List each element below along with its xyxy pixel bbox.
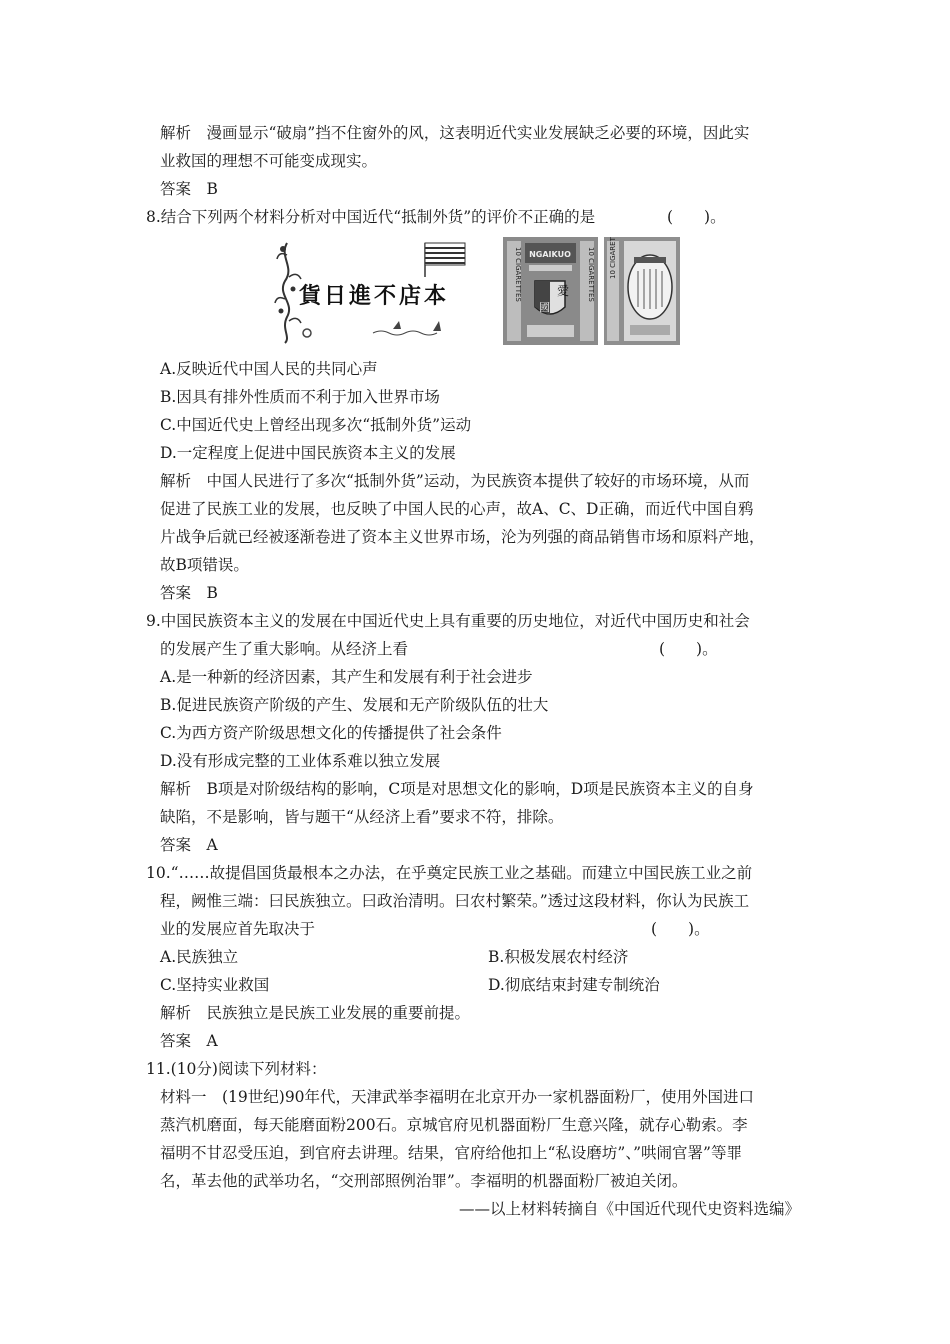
q8-analysis-line3: 片战争后就已经被逐渐卷进了资本主义世界市场，沦为列强的商品销售市场和原料产地， — [160, 528, 765, 546]
q8-answer: 答案 B — [160, 584, 218, 602]
q9-analysis-line1: 解析 B项是对阶级结构的影响，C项是对思想文化的影响，D项是民族资本主义的自身 — [160, 780, 754, 798]
q8-option-d: D.一定程度上促进中国民族资本主义的发展 — [160, 444, 456, 462]
q10-option-c: C.坚持实业救国 — [160, 976, 270, 994]
cigarette-pack-front-image — [503, 237, 598, 345]
slogan-text: 貨日進不店本 — [299, 283, 450, 309]
q10-stem-line2: 程，阙惟三端：曰民族独立。曰政治清明。曰农村繁荣。”透过这段材料，你认为民族工 — [160, 892, 750, 910]
q9-option-d: D.没有形成完整的工业体系难以独立发展 — [160, 752, 441, 770]
q8-analysis-line1: 解析 中国人民进行了多次“抵制外货”运动，为民族资本提供了较好的市场环境，从而 — [160, 472, 750, 490]
svg-text:10 CIGARETTES: 10 CIGARETTES — [587, 247, 595, 302]
q10-analysis: 解析 民族独立是民族工业发展的重要前提。 — [160, 1004, 471, 1022]
q8-option-c: C.中国近代史上曾经出现多次“抵制外货”运动 — [160, 416, 472, 434]
q10-option-d: D.彻底结束封建专制统治 — [488, 976, 660, 994]
q7-answer: 答案 B — [160, 180, 218, 198]
q8-stem: 8.结合下列两个材料分析对中国近代“抵制外货”的评价不正确的是 — [146, 208, 596, 226]
q9-option-c: C.为西方资产阶级思想文化的传播提供了社会条件 — [160, 724, 502, 742]
q9-option-a: A.是一种新的经济因素，其产生和发展有利于社会进步 — [160, 668, 533, 686]
q11-material-line4: 名，革去他的武举功名，“交刑部照例治罪”。李福明的机器面粉厂被迫关闭。 — [160, 1172, 688, 1190]
q10-blank: ( )。 — [651, 920, 710, 938]
cigarette-pack-back-image — [604, 237, 680, 345]
q10-option-a: A.民族独立 — [160, 948, 239, 966]
q9-stem-line2: 的发展产生了重大影响。从经济上看 — [160, 640, 409, 658]
q8-blank: ( )。 — [667, 208, 726, 226]
q11-material-line2: 蒸汽机磨面，每天能磨面粉200石。京城官府见机器面粉厂生意兴隆，就存心勒索。李 — [160, 1116, 748, 1134]
q8-analysis-line2: 促进了民族工业的发展，也反映了中国人民的心声，故A、C、D正确，而近代中国自鸦 — [160, 500, 754, 518]
q7-analysis-line2: 业救国的理想不可能变成现实。 — [160, 152, 378, 170]
svg-text:愛: 愛 — [557, 284, 570, 298]
q7-analysis-line1: 解析 漫画显示“破扇”挡不住窗外的风，这表明近代实业发展缺乏必要的环境，因此实 — [160, 124, 750, 142]
q9-analysis-line2: 缺陷，不是影响，皆与题干“从经济上看”要求不符，排除。 — [160, 808, 564, 826]
q11-material-line3: 福明不甘忍受压迫，到官府去讲理。结果，官府给他扣上“私设磨坊”、”哄闹官署”等罪 — [160, 1144, 742, 1162]
q11-stem: 11.(10分)阅读下列材料： — [146, 1060, 327, 1078]
svg-text:10 CIGARETTES: 10 CIGARETTES — [514, 247, 522, 302]
q10-stem-line3: 业的发展应首先取决于 — [160, 920, 316, 938]
q8-option-b: B.因具有排外性质而不利于加入世界市场 — [160, 388, 440, 406]
q9-answer: 答案 A — [160, 836, 218, 854]
svg-text:國: 國 — [539, 301, 550, 314]
q11-material-line1: 材料一 (19世纪)90年代，天津武举李福明在北京开办一家机器面粉厂，使用外国进口 — [160, 1088, 755, 1106]
q10-stem-line1: 10.“……故提倡国货最根本之办法，在乎奠定民族工业之基础。而建立中国民族工业之前 — [146, 864, 753, 882]
q10-option-b: B.积极发展农村经济 — [488, 948, 629, 966]
q8-option-a: A.反映近代中国人民的共同心声 — [160, 360, 378, 378]
q11-source: ——以上材料转摘自《中国近代现代史资料选编》 — [458, 1200, 800, 1218]
q9-blank: ( )。 — [659, 640, 718, 658]
svg-text:NGAIKUO: NGAIKUO — [529, 250, 571, 259]
q9-option-b: B.促进民族资产阶级的产生、发展和无产阶级队伍的壮大 — [160, 696, 549, 714]
q9-stem-line1: 9.中国民族资本主义的发展在中国近代史上具有重要的历史地位，对近代中国历史和社会 — [146, 612, 750, 630]
q8-analysis-line4: 故B项错误。 — [160, 556, 249, 574]
boycott-slogan-image — [273, 237, 471, 345]
q10-answer: 答案 A — [160, 1032, 218, 1050]
svg-text:10 CIGARETTES: 10 CIGARETTES — [609, 237, 617, 279]
